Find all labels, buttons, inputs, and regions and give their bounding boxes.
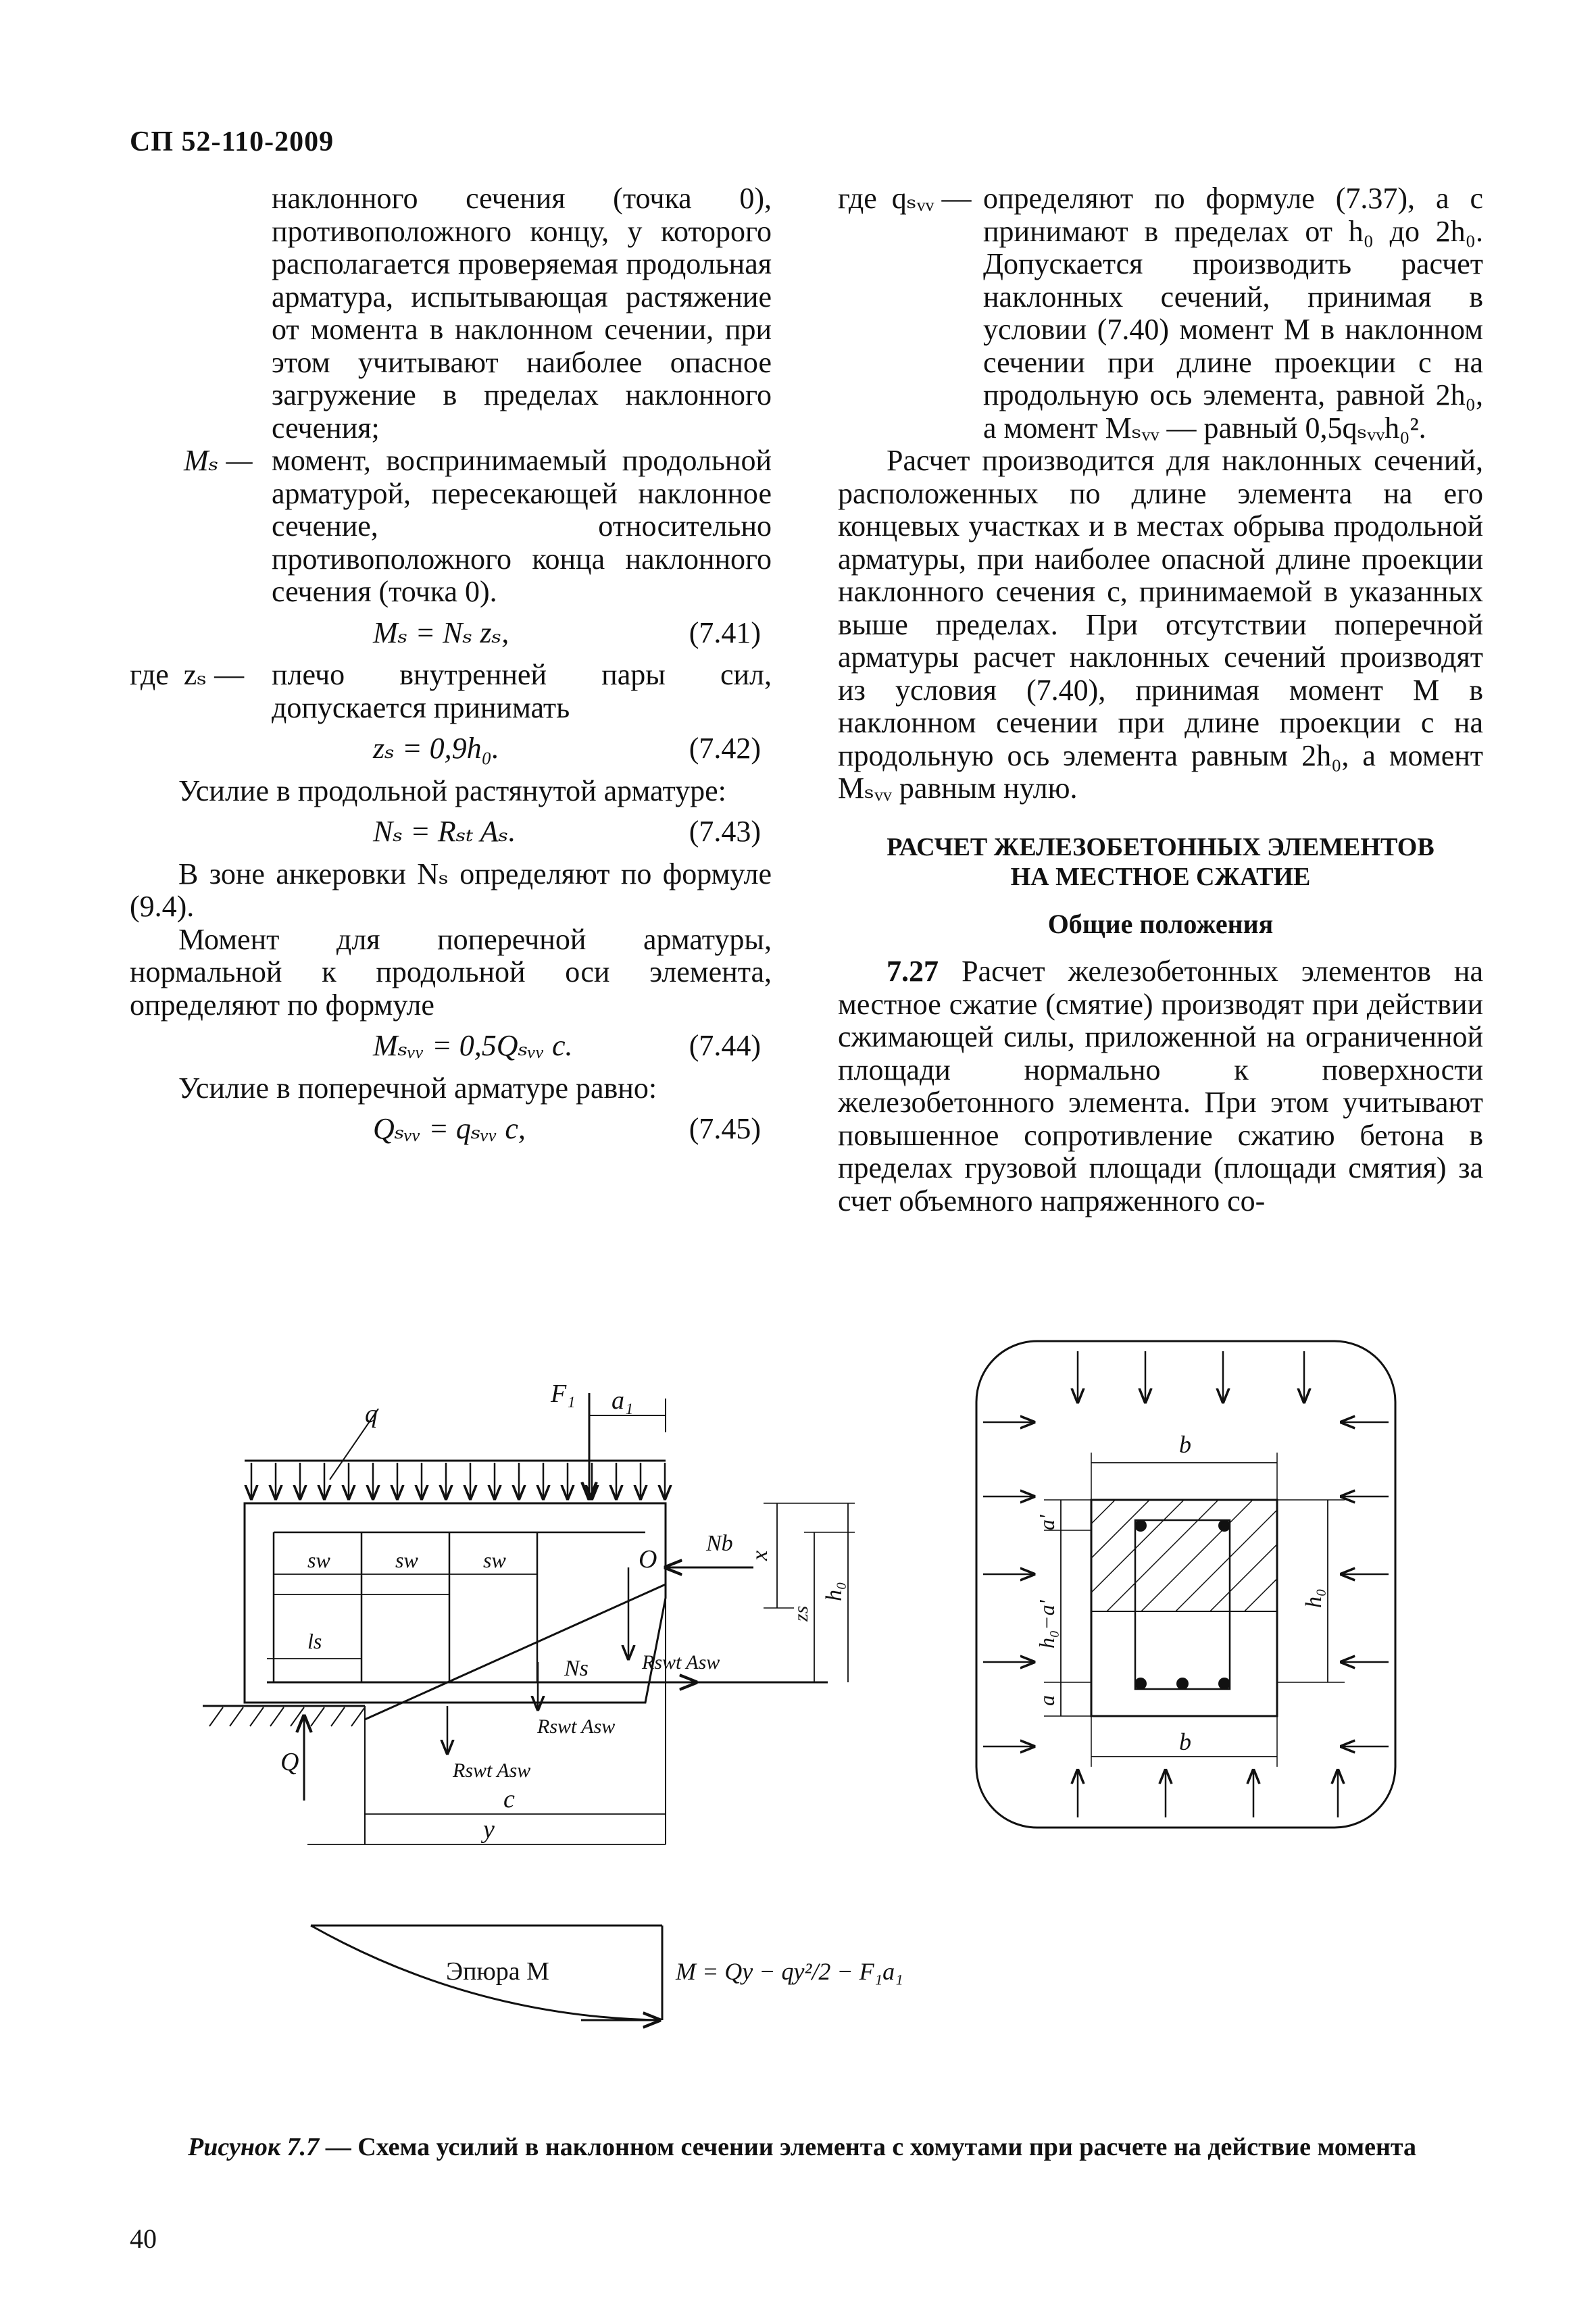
- rebar-bottom-2: [1176, 1678, 1189, 1690]
- figure-7-7: [0, 1297, 1596, 2121]
- ms-symbol: Mₛ —: [184, 444, 253, 477]
- rebar-top-right: [1218, 1519, 1230, 1532]
- label-q: q: [365, 1400, 378, 1428]
- label-epure: Эпюра M: [446, 1957, 549, 1986]
- right-column: [838, 182, 1483, 1217]
- def-qsw: [838, 182, 1483, 445]
- para-anchor: В зоне анкеровки Nₛ определяют по формуле (9.4).: [130, 857, 772, 923]
- bottom-pressure-arrows: [1078, 1770, 1338, 1817]
- equation-7-42: zₛ = 0,9h₀. (7.42): [373, 732, 761, 765]
- equation-7-45: Qₛᵥᵥ = qₛᵥᵥ c, (7.45): [373, 1112, 761, 1145]
- label-sw-3: sw: [483, 1548, 506, 1572]
- para-7-27: 7.27 Расчет железобетонных элементов на местное сжатие (смятие) производят при действии сжимающей силы, приложенной на ограниченной площади нормально к поверхности железобетонного элемента. При этом учитывают повышенное сопротивление сжатию бетона в пределах грузовой площади (площади смятия) за счет объемного напряженного со-: [838, 955, 1484, 1217]
- label-b-bottom: b: [1179, 1728, 1191, 1755]
- label-zs: zs: [790, 1605, 812, 1621]
- page-number: 40: [130, 2223, 157, 2254]
- label-o: O: [639, 1545, 657, 1574]
- def-ms: [130, 445, 772, 609]
- label-reaction-q: Q: [280, 1748, 299, 1776]
- label-f1: F₁: [551, 1380, 576, 1408]
- qsw-symbol: где qₛᵥᵥ —: [838, 182, 972, 215]
- label-ns: Ns: [564, 1656, 589, 1681]
- label-nb: Nb: [706, 1531, 733, 1556]
- label-rswt-2: Rswt Asw: [537, 1715, 616, 1738]
- para-ns: Усилие в продольной растянутой арматуре:: [178, 774, 726, 807]
- equation-7-41: Mₛ = Nₛ zₛ, (7.41): [373, 615, 761, 649]
- label-sw-1: sw: [307, 1548, 330, 1572]
- qsw-definition: определяют по формуле (7.37), а c принимают в пределах от h₀ до 2h₀. Допускается производить расчет наклонных сечений, принимая в условии (7.40) момент M в наклонном сечении при длине проекции c на продольную ось элемента, равной 2h₀, а момент Mₛᵥᵥ — равный 0,5qₛᵥᵥh₀².: [983, 182, 1483, 445]
- inclined-section: [365, 1584, 666, 1719]
- zs-symbol: где zₛ —: [130, 658, 245, 691]
- left-column: [130, 182, 772, 1155]
- def-zs: [130, 659, 772, 724]
- zs-definition: плечо внутренней пары сил, допускается принимать: [272, 658, 772, 724]
- label-a: a: [1034, 1695, 1059, 1706]
- load-arrows: [251, 1463, 665, 1499]
- section-heading: РАСЧЕТ ЖЕЛЕЗОБЕТОННЫХ ЭЛЕМЕНТОВ НА МЕСТНОЕ СЖАТИЕ: [887, 832, 1435, 891]
- document-header: СП 52-110-2009: [130, 126, 334, 157]
- label-ls: ls: [307, 1629, 322, 1653]
- equation-7-44: Mₛᵥᵥ = 0,5Qₛᵥᵥ c. (7.44): [373, 1029, 761, 1062]
- label-h0-section: h₀: [1301, 1588, 1326, 1608]
- support-hatch: [209, 1707, 365, 1726]
- subsection-heading: Общие положения: [1047, 908, 1274, 939]
- label-rswt-3: Rswt Asw: [453, 1759, 531, 1782]
- label-h0: h₀: [822, 1582, 847, 1601]
- label-a-prime: a': [1034, 1515, 1059, 1530]
- top-pressure-arrows: [1078, 1351, 1304, 1402]
- label-y: y: [483, 1815, 495, 1844]
- compressed-zone-hatch: [1091, 1500, 1277, 1611]
- label-x: x: [747, 1550, 772, 1561]
- label-sw-2: sw: [395, 1548, 418, 1572]
- label-h0-minus-a: h₀−a': [1034, 1600, 1059, 1649]
- label-rswt-1: Rswt Asw: [642, 1651, 720, 1674]
- left-pressure-arrows: [983, 1422, 1034, 1746]
- rebar-top-left: [1134, 1519, 1147, 1532]
- label-moment-eq: M = Qy − qy²/2 − F₁a₁: [676, 1958, 903, 1985]
- label-b-top: b: [1179, 1431, 1191, 1458]
- rebar-bottom-3: [1218, 1678, 1230, 1690]
- para-section-end: наклонного сечения (точка 0), противоположного концу, у которого располагается проверяемая продольная арматура, испытывающая растяжение от момента в наклонном сечении, при этом учитывают наиболее опасное загружение в пределах наклонного сечения;: [272, 182, 772, 445]
- para-force: Усилие в поперечной арматуре равно:: [178, 1071, 657, 1105]
- figure-caption: Рисунок 7.7 — Схема усилий в наклонном сечении элемента с хомутами при расчете на действие момента: [188, 2133, 1416, 2161]
- equation-7-43: Nₛ = Rₛₜ Aₛ. (7.43): [373, 815, 761, 848]
- rebar-bottom-1: [1134, 1678, 1147, 1690]
- label-a1: a₁: [612, 1386, 634, 1415]
- def-continuation: [130, 182, 772, 445]
- label-c: c: [503, 1785, 515, 1813]
- para-calc: Расчет производится для наклонных сечений, расположенных по длине элемента на его концевых участках и в местах обрыва продольной арматуры, при наиболее опасной длине проекции наклонного сечения c, принимаемой в указанных выше пределах. При отсутствии поперечной арматуры расчет наклонных сечений производят из условия (7.40), принимая момент M в наклонном сечении при длине проекции c на продольную ось элемента равным 2h₀, а момент Mₛᵥᵥ равным нулю.: [838, 444, 1483, 805]
- ms-definition: момент, воспринимаемый продольной арматурой, пересекающей наклонное сечение, относительно противоположного конца наклонного сечения (точка 0).: [272, 444, 772, 608]
- right-pressure-arrows: [1341, 1422, 1389, 1746]
- para-moment: Момент для поперечной арматуры, нормальной к продольной оси элемента, определяют по формуле: [130, 922, 772, 1022]
